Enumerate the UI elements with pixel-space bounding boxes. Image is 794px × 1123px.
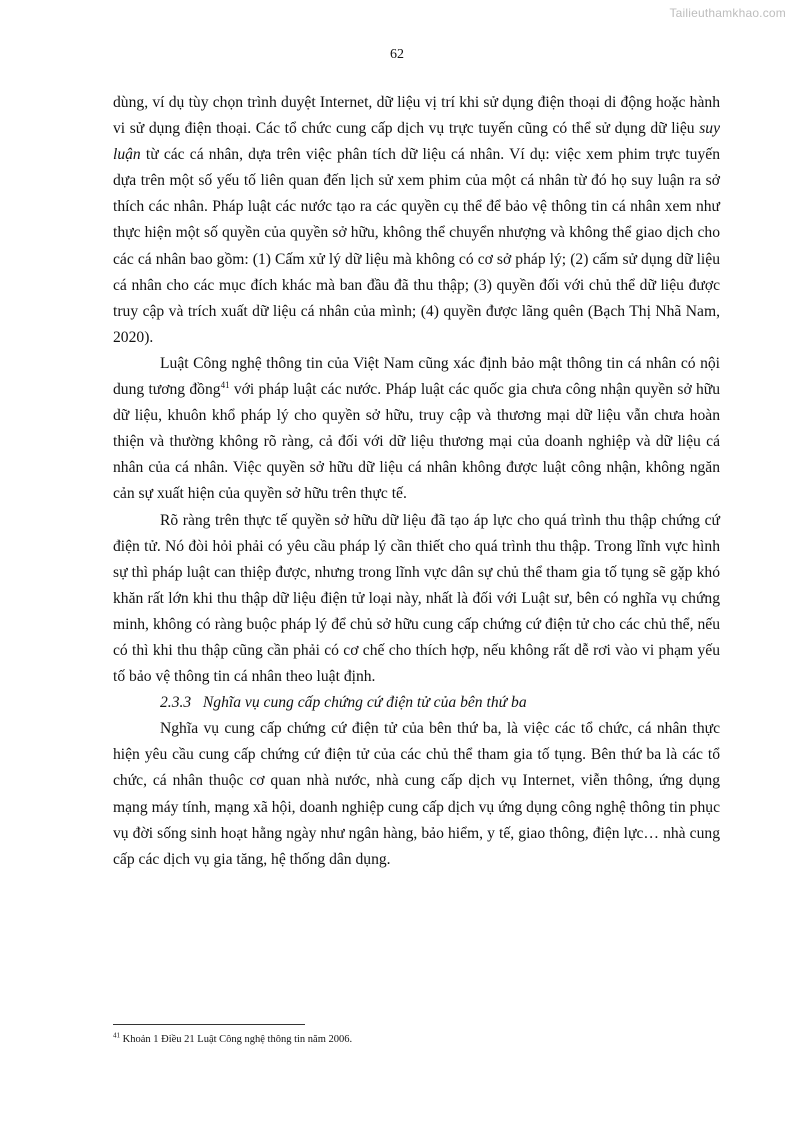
paragraph-2-part-b: với pháp luật các nước. Pháp luật các quốc gia chưa công nhận quyền sở hữu dữ liệu, khuôn khổ pháp lý cho quyền sở hữu, truy cập và thương mại dữ liệu vẫn chưa hoàn thiện và thường không rõ ràng, cả đối với dữ liệu thương mại của doanh nghiệp và dữ liệu cá nhân của cá nhân. Việc quyền sở hữu dữ liệu cá nhân không được luật công nhận, không ngăn cản sự xuất hiện của quyền sở hữu trên thực tế. xyxy=(113,381,721,503)
paragraph-3: Rõ ràng trên thực tế quyền sở hữu dữ liệu đã tạo áp lực cho quá trình thu thập chứng cứ điện tử. Nó đòi hỏi phải có yêu cầu pháp lý cần thiết cho quá trình thu thập. Trong lĩnh vực hình sự thì pháp luật can thiệp được, nhưng trong lĩnh vực dân sự chủ thể tham gia tố tụng sẽ gặp khó khăn rất lớn khi thu thập dữ liệu điện tử loại này, nhất là đối với Luật sư, bên có nghĩa vụ chứng minh, không có ràng buộc pháp lý để chủ sở hữu cung cấp chứng cứ điện tử cho các chủ thể, nếu có thì khi thu thập cũng cần phải có cơ chế cho thích hợp, nếu không rất dễ rơi vào vi phạm yếu tố bảo vệ thông tin cá nhân theo luật định. xyxy=(113,511,720,686)
paragraph-1 xyxy=(113,90,720,351)
paragraph-1-part-a: dùng, ví dụ tùy chọn trình duyệt Internet, dữ liệu vị trí khi sử dụng điện thoại di động hoặc hành vi sử dụng điện thoại. Các tổ chức cung cấp dịch vụ trực tuyến cũng có thể sử dụng dữ liệu xyxy=(113,94,720,138)
footnote-divider xyxy=(113,1024,305,1025)
watermark: Tailieuthamkhao.com xyxy=(669,6,786,20)
page-number: 62 xyxy=(390,47,404,62)
paragraph-4: Nghĩa vụ cung cấp chứng cứ điện tử của bên thứ ba, là việc các tổ chức, cá nhân thực hiện yêu cầu cung cấp chứng cứ điện tử của các chủ thể tham gia tố tụng. Bên thứ ba là các tổ chức, cá nhân thuộc cơ quan nhà nước, nhà cung cấp dịch vụ Internet, viễn thông, ứng dụng mạng máy tính, mạng xã hội, doanh nghiệp cung cấp dịch vụ ứng dụng công nghệ thông tin phục vụ đời sống sinh hoạt hằng ngày như ngân hàng, bảo hiểm, y tế, giao thông, điện lực… nhà cung cấp các dịch vụ gia tăng, hệ thống dân dụng. xyxy=(113,720,720,868)
paragraph-2 xyxy=(113,351,720,508)
section-heading: 2.3.3 Nghĩa vụ cung cấp chứng cứ điện tử của bên thứ ba xyxy=(160,694,527,712)
footnote-reference[interactable]: 41 xyxy=(220,379,230,390)
body-text xyxy=(113,90,720,873)
footnote-text: Khoản 1 Điều 21 Luật Công nghệ thông tin năm 2006. xyxy=(120,1034,353,1045)
paragraph-1-part-b: từ các cá nhân, dựa trên việc phân tích dữ liệu cá nhân. Ví dụ: việc xem phim trực tuyến dựa trên một số yếu tố liên quan đến lịch sử xem phim của một cá nhân từ đó họ suy luận ra sở thích các nhân. Pháp luật các nước tạo ra các quyền cụ thể để bảo vệ thông tin cá nhân xem như thực hiện một số quyền của quyền sở hữu, không thể chuyển nhượng và không thể giao dịch cho các cá nhân bao gồm: (1) Cấm xử lý dữ liệu mà không có cơ sở pháp lý; (2) cấm sử dụng dữ liệu cá nhân cho các mục đích khác mà ban đầu đã thu thập; (3) quyền đối với chủ thể dữ liệu được truy cập và trích xuất dữ liệu cá nhân của mình; (4) quyền được lãng quên (Bạch Thị Nhã Nam, 2020). xyxy=(113,146,720,346)
emphasis-suy-luan: suy luận xyxy=(113,120,720,164)
paragraph-2-part-a: Luật Công nghệ thông tin của Việt Nam cũng xác định bảo mật thông tin cá nhân có nội dung tương đồng xyxy=(113,354,720,399)
footnote-mark: 41 xyxy=(113,1031,120,1040)
footnote xyxy=(113,1033,720,1047)
